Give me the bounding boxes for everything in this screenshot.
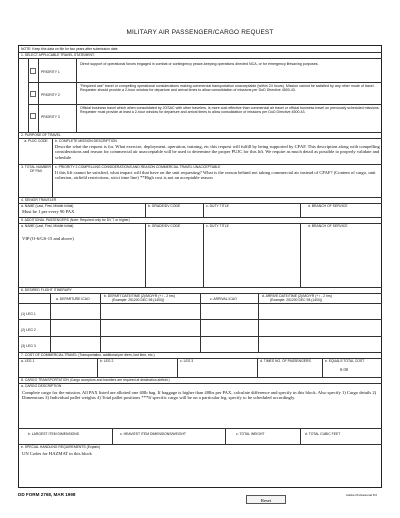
divider (38, 58, 39, 132)
form-title: MILITARY AIR PASSENGER/CARGO REQUEST (126, 29, 274, 36)
divider (18, 197, 382, 198)
priority-1-text: Direct support of operational forces engaged in combat or contingency peace-keeping operations directed NCA, or for emergency lifesaving purposes. (80, 62, 319, 66)
arrive-example: (Example: 251200 DEC 98 (1400)) (270, 298, 323, 302)
divider (225, 428, 226, 444)
divider (97, 358, 98, 377)
divider (300, 223, 301, 287)
special-handling-label: e. SPECIAL HANDLING REQUIREMENTS (Explain) (21, 445, 101, 449)
divider (18, 428, 382, 429)
section-7-header: 7. COST OF COMMERCIAL TRAVEL (Transportation, additional per diem, lost time, etc.) (21, 353, 155, 357)
cargo-description-label: a. CARGO DESCRIPTION (21, 384, 62, 388)
priority-1-checkbox[interactable] (30, 68, 36, 74)
divider (28, 104, 382, 105)
leg-3-label: (3) LEG 3 (21, 344, 36, 348)
divider (112, 428, 113, 444)
priority-1-label: PRIORITY 1 (41, 70, 60, 74)
leg-1-label: (1) LEG 1 (21, 312, 36, 316)
senior-name-label: a. NAME (Last, First, Middle Initial) (21, 204, 74, 208)
divider (258, 293, 259, 352)
cargo-description-field[interactable]: Complete cargo for the mission. All PAX listed are allotted one 40lb bag. If baggage is higher than 40lbs per PAX, calculate difference and specify in this block. Also specify 1) Cargo details 2) Dimensions 3) Individual pallet weights 4) Total pallet positions ***If specific cargo will be on a particular leg, specify to be scheduled accordingly. (22, 390, 377, 401)
departure-icao-label: a. DEPARTURE ICAO (56, 297, 90, 301)
cost-leg-1-label: a. LEG 1 (21, 359, 35, 363)
senior-branch-label: d. BRANCH OF SERVICE (308, 204, 348, 208)
depart-example: (Example: 251200 DEC 98 (1400)) (112, 298, 165, 302)
mission-description-field[interactable]: Describe what the request is for. What exercise, deployment, operation, training, etc this request will fulfill by being supported by CFAF. This description along with compelling considerations and reason for commercial air unacceptable will be used to determine the proper PUJC for this lift. We require as much detail as possible to properly validate and schedule (55, 144, 380, 160)
divider (18, 336, 382, 337)
addl-branch-label: d. BRANCH OF SERVICE (308, 224, 348, 228)
divider (18, 287, 382, 288)
divider (145, 203, 146, 217)
total-cost-field[interactable]: 0.00 (340, 367, 349, 372)
divider (18, 303, 382, 304)
senior-grade-label: b. GRADE/DV CODE (148, 204, 181, 208)
leg-2-label: (2) LEG 2 (21, 328, 36, 332)
compelling-considerations-label: c. PRIORITY 2 COMPELLING CONSIDERATIONS AND REASON COMMERCIAL TRAVEL UNACCEPTABLE (55, 165, 221, 169)
software-note: Adobe Professional 8.0 (346, 493, 378, 497)
largest-item-label: b. LARGEST ITEM DIMENSIONS (28, 432, 79, 436)
senior-duty-label: c. DUTY TITLE (206, 204, 229, 208)
priority-3-checkbox[interactable] (30, 113, 36, 119)
mission-description-label: b. COMPLETE MISSION DESCRIPTION (55, 139, 117, 143)
form-id: DD FORM 2768, MAR 1998 (18, 492, 76, 497)
divider (300, 203, 301, 217)
reset-button[interactable]: Reset (246, 495, 286, 504)
divider (18, 383, 382, 384)
priority-2-label: PRIORITY 2 (41, 93, 60, 97)
pujc-code-label: a. PUJC CODE (24, 139, 48, 143)
priority-2-text: "Required use" travel or compelling operational considerations making commercial transportation unacceptable (within 24 hours). Mission cannot be satisfied by any other mode of travel. Requester should provide a 2-hour window for departure and arrival times to allow consolidation of missions per DoD Directive 4500.43. (80, 84, 375, 93)
equals-total-label: e. EQUALS TOTAL COST (325, 359, 365, 363)
priority-2-checkbox[interactable] (30, 91, 36, 97)
cost-leg-3-label: c. LEG 3 (180, 359, 194, 363)
total-pax-label: 3. TOTAL NUMBER OF PAX (21, 165, 51, 173)
senior-name-field[interactable]: Must be 1 per every 90 PAX (22, 209, 75, 214)
divider (145, 223, 146, 287)
addl-passengers-field[interactable]: VIP (O-6/GS-15 and above) (22, 236, 74, 241)
times-pax-label: d. TIMES NO. OF PASSENGERS (260, 359, 311, 363)
addl-duty-label: c. DUTY TITLE (206, 224, 229, 228)
section-6-header: 6. DESIRED FLIGHT ITINERARY (21, 288, 72, 292)
section-2-header: 2. PURPOSE OF TRAVEL (21, 133, 61, 137)
section-5-header: 5. ADDITIONAL PASSENGERS (Note: Required only for DV 7 or higher) (21, 218, 130, 222)
divider (257, 358, 258, 377)
divider (200, 293, 201, 352)
arrival-icao-label: c. ARRIVAL ICAO (210, 297, 237, 301)
divider (18, 132, 382, 133)
compelling-considerations-field[interactable]: If this lift cannot be satisfied, what impact will that have on the unit requesting? What is the reason behind not taking commercial air instead of CFAF? (Content of cargo, unit cohesion, airfield restrictions, strict time line) **High cost is not an acceptable reason (55, 170, 376, 181)
depart-time-label: b. DEPART DATE/TIME (Z)/MO/YR (+ / - 2 hrs) (104, 294, 175, 298)
divider (203, 223, 204, 287)
total-cubic-feet-label: d. TOTAL CUBIC FEET (305, 432, 341, 436)
special-handling-field[interactable]: UN Codes for HAZMAT in this block (22, 451, 92, 456)
divider (177, 358, 178, 377)
cost-leg-2-label: b. LEG 2 (100, 359, 114, 363)
addl-grade-label: b. GRADE/DV CODE (148, 224, 181, 228)
divider (18, 58, 382, 59)
section-1-header: 1. SELECT APPLICABLE TRAVEL STATEMENT: (21, 53, 95, 57)
divider (18, 319, 382, 320)
section-8-header: 8. CARGO TRANSPORTATION (Cargo acceptors and handlers are required at destination airfield.) (21, 378, 170, 382)
heaviest-item-label: c. HEAVIEST ITEM DIMENSIONS/WEIGHT (120, 432, 186, 436)
divider (52, 138, 53, 197)
priority-3-label: PRIORITY 3 (41, 115, 60, 119)
retention-note: NOTE: Keep this data on file for two years after submission date. (21, 47, 119, 51)
divider (76, 58, 77, 132)
section-4-header: 4. SENIOR TRAVELER (21, 198, 57, 202)
divider (50, 293, 51, 352)
divider (28, 58, 29, 132)
divider (300, 428, 301, 444)
priority-3-text: Official business travel which when consolidated by JOSAC with other travelers, is more cost effective than commercial air travel or official business travel on previously scheduled missions. Requester must provide at least a 2-hour window for departure and arrival times to allow consolidation of missions per DoD Directive 4500.43. (80, 106, 380, 115)
addl-name-label: a. NAME (Last, First, Middle Initial) (21, 224, 74, 228)
total-weight-label: c. TOTAL WEIGHT (236, 432, 265, 436)
arrive-time-label: d. ARRIVE DATE/TIME (Z)/MO/YR (+ / - 2 hrs) (262, 294, 332, 298)
divider (100, 293, 101, 352)
divider (203, 203, 204, 217)
divider (28, 82, 382, 83)
divider (322, 358, 323, 377)
